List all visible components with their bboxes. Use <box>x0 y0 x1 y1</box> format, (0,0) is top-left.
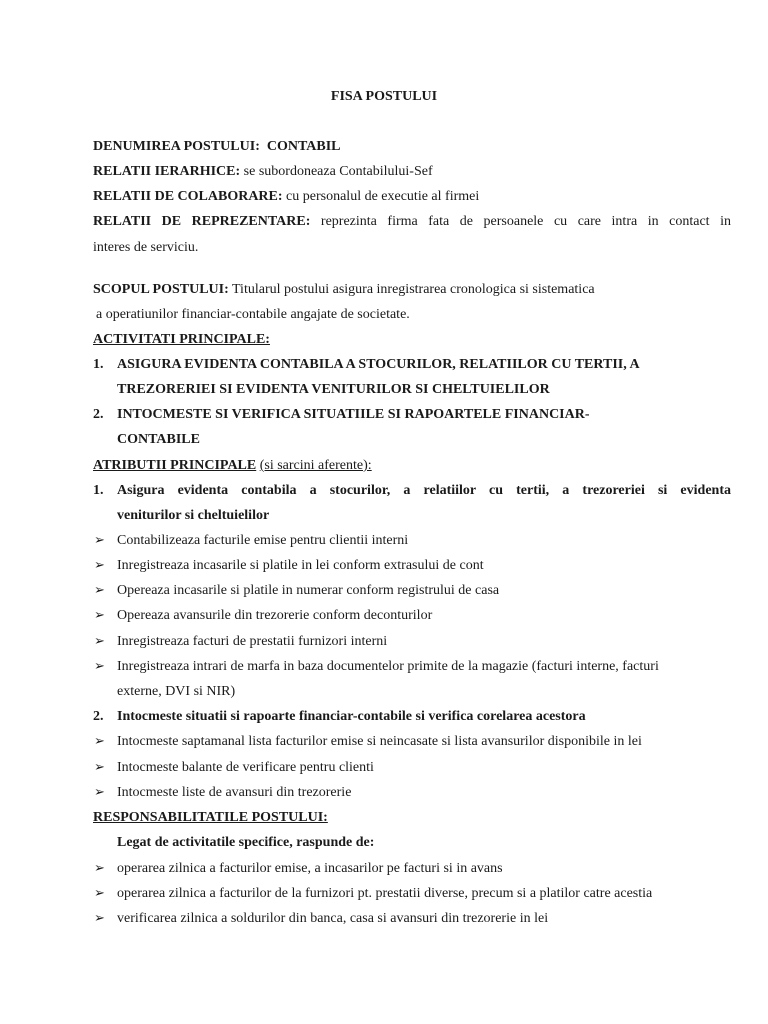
title-line <box>0 84 768 109</box>
list-item-text: Intocmeste liste de avansuri din trezorerie <box>117 785 352 800</box>
list-item-text-2: externe, DVI si NIR) <box>117 684 236 699</box>
atributii-group-number: 1. <box>93 483 104 498</box>
list-item <box>0 856 768 881</box>
arrowhead-bullet-icon: ➢ <box>94 911 105 926</box>
list-item <box>0 906 768 931</box>
atributii-group-number: 2. <box>93 709 104 724</box>
arrowhead-bullet-icon: ➢ <box>94 659 105 674</box>
list-item <box>0 729 768 754</box>
arrowhead-bullet-icon: ➢ <box>94 558 105 573</box>
responsabilitati-heading-line <box>0 805 768 830</box>
relatii-reprezentare-value: reprezinta firma fata de persoanele cu care intra in contact in <box>320 214 732 229</box>
responsabilitati-heading: RESPONSABILITATILE POSTULUI: <box>93 810 328 825</box>
activitate-text: INTOCMESTE SI VERIFICA SITUATIILE SI RAPOARTELE FINANCIAR- <box>117 407 590 422</box>
atributii-group-1 <box>0 478 768 503</box>
scopul-label: SCOPUL POSTULUI: <box>93 282 229 297</box>
activitate-item-1-line-2 <box>0 377 768 402</box>
denumirea-label: DENUMIREA POSTULUI: <box>93 139 260 154</box>
activitati-heading: ACTIVITATI PRINCIPALE: <box>93 332 270 347</box>
list-item-continuation <box>0 679 768 704</box>
arrowhead-bullet-icon: ➢ <box>94 861 105 876</box>
list-item <box>0 654 768 679</box>
denumirea-value: CONTABIL <box>266 139 341 154</box>
list-item-text: operarea zilnica a facturilor de la furnizori pt. prestatii diverse, precum si a platilor catre acestia <box>117 886 653 901</box>
relatii-colaborare-line <box>0 184 768 209</box>
scopul-line-2 <box>0 302 768 327</box>
activitate-text-2: TREZORERIEI SI EVIDENTA VENITURILOR SI CHELTUIELILOR <box>117 382 550 397</box>
list-item <box>0 603 768 628</box>
atributii-heading-line <box>0 453 768 478</box>
list-item <box>0 629 768 654</box>
relatii-colaborare-label: RELATII DE COLABORARE: <box>93 189 283 204</box>
atributii-group-2 <box>0 704 768 729</box>
list-item-text: Inregistreaza incasarile si platile in lei conform extrasului de cont <box>117 558 484 573</box>
list-item-text: Intocmeste saptamanal lista facturilor emise si neincasate si lista avansurilor disponibile in lei <box>117 734 642 749</box>
scopul-line <box>0 277 768 302</box>
list-item-text: Opereaza incasarile si platile in numerar conform registrului de casa <box>117 583 500 598</box>
list-item-text: operarea zilnica a facturilor emise, a incasarilor pe facturi si in avans <box>117 861 503 876</box>
arrowhead-bullet-icon: ➢ <box>94 583 105 598</box>
list-item-text: Opereaza avansurile din trezorerie conform deconturilor <box>117 608 433 623</box>
arrowhead-bullet-icon: ➢ <box>94 886 105 901</box>
list-item <box>0 755 768 780</box>
atributii-group-title-2: veniturilor si cheltuielilor <box>117 508 270 523</box>
arrowhead-bullet-icon: ➢ <box>94 785 105 800</box>
atributii-heading: ATRIBUTII PRINCIPALE <box>93 458 257 473</box>
atributii-group-1-line-2 <box>0 503 768 528</box>
relatii-ierarhice-line <box>0 159 768 184</box>
responsabilitati-subheading: Legat de activitatile specifice, raspunde de: <box>117 835 375 850</box>
list-item-text: Inregistreaza facturi de prestatii furnizori interni <box>117 634 388 649</box>
arrowhead-bullet-icon: ➢ <box>94 533 105 548</box>
arrowhead-bullet-icon: ➢ <box>94 608 105 623</box>
list-item <box>0 528 768 553</box>
atributii-group-title: Asigura evidenta contabila a stocurilor, a relatiilor cu tertii, a trezoreriei si evidenta <box>117 483 731 498</box>
scopul-value-2: a operatiunilor financiar-contabile angajate de societate. <box>96 307 410 322</box>
list-item-text: Intocmeste balante de verificare pentru clienti <box>117 760 374 775</box>
relatii-ierarhice-value: se subordoneaza Contabilului-Sef <box>243 164 433 179</box>
activitate-text: ASIGURA EVIDENTA CONTABILA A STOCURILOR, RELATIILOR CU TERTII, A <box>117 357 640 372</box>
list-item-text: Contabilizeaza facturile emise pentru clientii interni <box>117 533 409 548</box>
arrowhead-bullet-icon: ➢ <box>94 734 105 749</box>
list-item <box>0 553 768 578</box>
list-item <box>0 780 768 805</box>
activitate-text-2: CONTABILE <box>117 432 200 447</box>
arrowhead-bullet-icon: ➢ <box>94 634 105 649</box>
activitate-number: 2. <box>93 407 104 422</box>
responsabilitati-subheading-line <box>0 830 768 855</box>
arrowhead-bullet-icon: ➢ <box>94 760 105 775</box>
list-item <box>0 881 768 906</box>
activitate-item-2 <box>0 402 768 427</box>
document-title: FISA POSTULUI <box>330 89 438 104</box>
relatii-ierarhice-label: RELATII IERARHICE: <box>93 164 241 179</box>
denumirea-line <box>0 134 768 159</box>
activitate-item-1 <box>0 352 768 377</box>
relatii-reprezentare-label: RELATII DE REPREZENTARE: <box>93 214 311 229</box>
activitati-heading-line <box>0 327 768 352</box>
activitate-item-2-line-2 <box>0 427 768 452</box>
atributii-group-title: Intocmeste situatii si rapoarte financiar-contabile si verifica corelarea acestora <box>117 709 586 724</box>
activitate-number: 1. <box>93 357 104 372</box>
list-item-text: verificarea zilnica a soldurilor din banca, casa si avansuri din trezorerie in lei <box>117 911 549 926</box>
relatii-reprezentare-line-2 <box>0 235 768 260</box>
atributii-heading-suffix: (si sarcini aferente): <box>259 458 372 473</box>
list-item-text: Inregistreaza intrari de marfa in baza documentelor primite de la magazie (facturi interne, facturi <box>117 659 659 674</box>
scopul-value: Titularul postului asigura inregistrarea cronologica si sistematica <box>232 282 595 297</box>
relatii-reprezentare-value-2: interes de serviciu. <box>93 240 199 255</box>
relatii-reprezentare-line <box>0 209 768 234</box>
relatii-colaborare-value: cu personalul de executie al firmei <box>286 189 480 204</box>
list-item <box>0 578 768 603</box>
